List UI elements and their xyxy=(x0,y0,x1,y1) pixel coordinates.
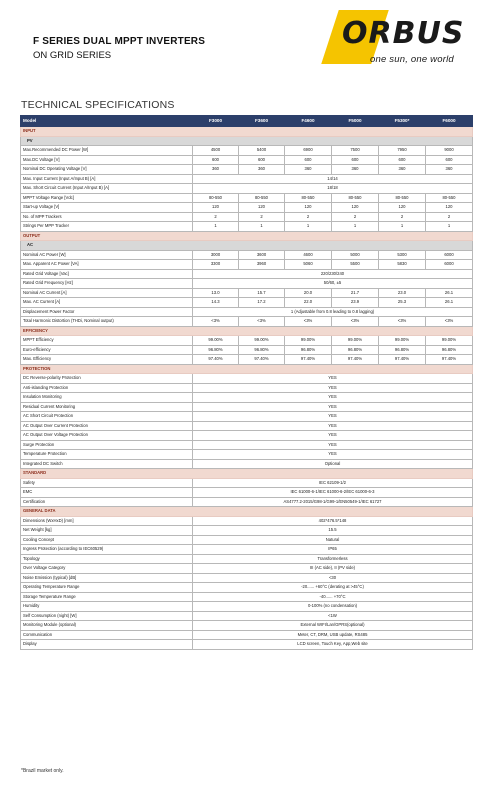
table-row xyxy=(21,212,473,222)
row-value: 360 xyxy=(379,165,426,175)
table-row xyxy=(21,516,473,526)
section-label: GENERAL DATA xyxy=(21,507,473,517)
row-label: Rated Grid Frequency [Hz] xyxy=(21,279,193,289)
row-label: Residual Current Monitoring xyxy=(21,402,193,412)
table-row xyxy=(21,602,473,612)
row-value: 96.80% xyxy=(426,345,473,355)
spec-table-body xyxy=(21,127,473,650)
row-value: 97.40% xyxy=(193,355,239,365)
row-value: 600 xyxy=(285,155,332,165)
table-header-row xyxy=(21,116,473,127)
table-row xyxy=(21,317,473,327)
row-value-all-models: External WIFI/Lan/GPRS(optional) xyxy=(193,621,473,631)
row-value-all-models: 1 (Adjustable from 0.8 leading to 0.8 lagging) xyxy=(193,307,473,317)
row-value-all-models: YES xyxy=(193,421,473,431)
row-label: Max.Recommended DC Power [W] xyxy=(21,146,193,156)
row-value-all-models: Transformerless xyxy=(193,554,473,564)
row-value-all-models: YES xyxy=(193,374,473,384)
row-value: 99.00% xyxy=(379,336,426,346)
row-value: <3% xyxy=(426,317,473,327)
table-row xyxy=(21,583,473,593)
series-subtitle: ON GRID SERIES xyxy=(33,50,112,61)
table-row xyxy=(21,336,473,346)
row-value: 360 xyxy=(332,165,379,175)
subsection-row xyxy=(21,241,473,251)
row-value: 96.80% xyxy=(379,345,426,355)
spec-table xyxy=(20,115,473,650)
row-value: 2 xyxy=(426,212,473,222)
row-value-all-models: YES xyxy=(193,431,473,441)
row-value: 23.9 xyxy=(332,298,379,308)
row-value-all-models: YES xyxy=(193,412,473,422)
row-value: 96.80% xyxy=(239,345,285,355)
row-value: 120 xyxy=(332,203,379,213)
section-row xyxy=(21,507,473,517)
table-row xyxy=(21,459,473,469)
row-label: Max. Apparent AC Power [VA] xyxy=(21,260,193,270)
row-label: Noise Emission (typical) [dB] xyxy=(21,573,193,583)
row-value: 120 xyxy=(426,203,473,213)
table-row xyxy=(21,203,473,213)
row-value-all-models: IEC 62109-1/2 xyxy=(193,478,473,488)
row-value: 120 xyxy=(193,203,239,213)
table-row xyxy=(21,421,473,431)
subsection-label: AC xyxy=(21,241,473,251)
row-value: 26.1 xyxy=(426,288,473,298)
subsection-row xyxy=(21,136,473,146)
row-label: Nominal AC Power [W] xyxy=(21,250,193,260)
row-value-all-models: IP65 xyxy=(193,545,473,555)
row-value: <3% xyxy=(239,317,285,327)
subsection-label: PV xyxy=(21,136,473,146)
table-row xyxy=(21,355,473,365)
row-value-all-models: YES xyxy=(193,402,473,412)
row-value: 15.7 xyxy=(239,288,285,298)
table-row xyxy=(21,526,473,536)
row-label: Insulation Monitoring xyxy=(21,393,193,403)
table-row xyxy=(21,298,473,308)
row-value-all-models: <30 xyxy=(193,573,473,583)
row-value: 20.0 xyxy=(285,288,332,298)
table-row xyxy=(21,573,473,583)
row-label: Max.DC Voltage [V] xyxy=(21,155,193,165)
row-value: 80-550 xyxy=(426,193,473,203)
row-value: 99.00% xyxy=(193,336,239,346)
row-value-all-models: III (AC side), II (PV side) xyxy=(193,564,473,574)
row-label: Temperature Protection xyxy=(21,450,193,460)
row-value-all-models: YES xyxy=(193,383,473,393)
table-row xyxy=(21,440,473,450)
table-row xyxy=(21,431,473,441)
row-label: MPPT Efficiency xyxy=(21,336,193,346)
row-label: Self Consumption (night) [W] xyxy=(21,611,193,621)
row-value: 96.80% xyxy=(332,345,379,355)
row-value-all-models: 220/230/240 xyxy=(193,269,473,279)
column-header: F5300* xyxy=(379,116,426,127)
table-row xyxy=(21,345,473,355)
row-value: 360 xyxy=(193,165,239,175)
row-value: 4500 xyxy=(193,146,239,156)
logo-tagline: one sun, one world xyxy=(370,54,454,65)
row-value: <3% xyxy=(193,317,239,327)
table-row xyxy=(21,497,473,507)
row-value: 80-550 xyxy=(379,193,426,203)
row-label: Monitoring Module (optional) xyxy=(21,621,193,631)
row-value-all-models: Natural xyxy=(193,535,473,545)
row-value: 5830 xyxy=(379,260,426,270)
row-label: Net Weight [kg] xyxy=(21,526,193,536)
row-value-all-models: Optional xyxy=(193,459,473,469)
row-value: <3% xyxy=(285,317,332,327)
row-value: <3% xyxy=(332,317,379,327)
row-value-all-models: 15.5 xyxy=(193,526,473,536)
row-value: 1 xyxy=(332,222,379,232)
row-value: 80-550 xyxy=(193,193,239,203)
table-row xyxy=(21,279,473,289)
section-label: INPUT xyxy=(21,127,473,137)
row-value: 600 xyxy=(332,155,379,165)
row-label: AC Output Over Voltage Protection xyxy=(21,431,193,441)
row-value: 97.40% xyxy=(426,355,473,365)
row-value-all-models: IEC 61000-6-1/IEC 61000-6-2/IEC 61000-6-3 xyxy=(193,488,473,498)
row-value: 360 xyxy=(239,165,285,175)
table-row xyxy=(21,250,473,260)
row-label: Anti-islanding Protection xyxy=(21,383,193,393)
row-label: Over Voltage Category xyxy=(21,564,193,574)
table-row xyxy=(21,165,473,175)
row-value-all-models: YES xyxy=(193,450,473,460)
section-row xyxy=(21,127,473,137)
section-label: STANDARD xyxy=(21,469,473,479)
row-value: 97.40% xyxy=(379,355,426,365)
row-value: 120 xyxy=(285,203,332,213)
row-value: 600 xyxy=(193,155,239,165)
section-row xyxy=(21,326,473,336)
row-value: 3600 xyxy=(239,250,285,260)
table-row xyxy=(21,288,473,298)
row-label: Max. AC Current [A] xyxy=(21,298,193,308)
row-label: MPPT Voltage Range [Vdc] xyxy=(21,193,193,203)
row-label: Operating Temperature Range xyxy=(21,583,193,593)
row-value-all-models: LCD screen, Touch Key, App,Web site xyxy=(193,640,473,650)
row-value-all-models: AS4777.2-2015/G98-1/G99-1/EN50549-1/IEC 61727 xyxy=(193,497,473,507)
row-label: Rated Grid Voltage [Vac] xyxy=(21,269,193,279)
section-label: OUTPUT xyxy=(21,231,473,241)
row-label: Safety xyxy=(21,478,193,488)
row-value: 26.1 xyxy=(426,298,473,308)
row-label: Nominal AC Current [A] xyxy=(21,288,193,298)
table-row xyxy=(21,592,473,602)
row-value: 99.00% xyxy=(426,336,473,346)
table-row xyxy=(21,402,473,412)
logo-wordmark: ORBUS xyxy=(342,16,465,51)
row-label: Surge Protection xyxy=(21,440,193,450)
row-value: 97.40% xyxy=(332,355,379,365)
table-row xyxy=(21,554,473,564)
row-label: Euro-efficiency xyxy=(21,345,193,355)
row-label: Storage Temperature Range xyxy=(21,592,193,602)
column-header: F4600 xyxy=(285,116,332,127)
row-value: 5300 xyxy=(379,250,426,260)
row-value: 600 xyxy=(239,155,285,165)
table-row xyxy=(21,640,473,650)
row-value-all-models: -20...... +60°C (derating at >45°C) xyxy=(193,583,473,593)
column-header: F5000 xyxy=(332,116,379,127)
row-label: Topology xyxy=(21,554,193,564)
table-row xyxy=(21,374,473,384)
row-value-all-models: YES xyxy=(193,393,473,403)
table-row xyxy=(21,630,473,640)
table-row xyxy=(21,478,473,488)
row-value: 9000 xyxy=(426,146,473,156)
row-value: 600 xyxy=(379,155,426,165)
row-value-all-models: 18/18 xyxy=(193,184,473,194)
table-row xyxy=(21,564,473,574)
row-value: 25.3 xyxy=(379,298,426,308)
row-value: 80-550 xyxy=(332,193,379,203)
row-label: AC Short Circuit Protection xyxy=(21,412,193,422)
footnote: *Brazil market only. xyxy=(21,768,64,774)
row-value: 600 xyxy=(426,155,473,165)
row-value: 22.0 xyxy=(285,298,332,308)
row-value: 14.3 xyxy=(193,298,239,308)
row-label: Display xyxy=(21,640,193,650)
column-header: F6000 xyxy=(426,116,473,127)
row-value: 360 xyxy=(285,165,332,175)
page-header xyxy=(0,0,492,90)
row-value: 2 xyxy=(332,212,379,222)
row-label: Ingress Protection (according to IEC60529) xyxy=(21,545,193,555)
row-label: DC Reverse-polarity Protection xyxy=(21,374,193,384)
row-label: Max. Input Current (Input A/Input B) [A] xyxy=(21,174,193,184)
table-row xyxy=(21,383,473,393)
row-value: 80-550 xyxy=(239,193,285,203)
row-value: 96.80% xyxy=(193,345,239,355)
orbus-logo xyxy=(320,10,482,70)
row-value: 21.7 xyxy=(332,288,379,298)
row-label: EMC xyxy=(21,488,193,498)
row-value: 99.00% xyxy=(285,336,332,346)
section-row xyxy=(21,231,473,241)
row-value: 17.2 xyxy=(239,298,285,308)
row-value: 3300 xyxy=(193,260,239,270)
row-value: 7950 xyxy=(379,146,426,156)
row-value: 1 xyxy=(285,222,332,232)
row-value: 13.0 xyxy=(193,288,239,298)
row-value: 2 xyxy=(193,212,239,222)
row-label: Max. Efficiency xyxy=(21,355,193,365)
row-value-all-models: <1W xyxy=(193,611,473,621)
row-label: Humidity xyxy=(21,602,193,612)
row-label: Strings Per MPP Tracker xyxy=(21,222,193,232)
row-value: 5060 xyxy=(285,260,332,270)
row-value: 7500 xyxy=(332,146,379,156)
table-row xyxy=(21,488,473,498)
column-header: Model xyxy=(21,116,193,127)
row-label: Cooling Concept xyxy=(21,535,193,545)
row-value: 1 xyxy=(426,222,473,232)
series-title: F SERIES DUAL MPPT INVERTERS xyxy=(33,36,206,47)
row-value: 1 xyxy=(379,222,426,232)
row-label: Start-up Voltage [V] xyxy=(21,203,193,213)
table-row xyxy=(21,193,473,203)
row-value: 2 xyxy=(285,212,332,222)
row-value-all-models: 0-100% (no condensation) xyxy=(193,602,473,612)
table-row xyxy=(21,393,473,403)
table-row xyxy=(21,611,473,621)
row-value: 97.40% xyxy=(239,355,285,365)
table-row xyxy=(21,307,473,317)
row-value: 360 xyxy=(426,165,473,175)
table-row xyxy=(21,269,473,279)
row-value: 5000 xyxy=(332,250,379,260)
row-value: 120 xyxy=(239,203,285,213)
row-value: 23.0 xyxy=(379,288,426,298)
table-row xyxy=(21,184,473,194)
row-label: Nominal DC Operating Voltage [V] xyxy=(21,165,193,175)
row-value: 3960 xyxy=(239,260,285,270)
row-value-all-models: Meter, CT, DRM, USB update, RS485 xyxy=(193,630,473,640)
specifications-heading: TECHNICAL SPECIFICATIONS xyxy=(21,99,175,111)
table-row xyxy=(21,545,473,555)
row-label: Dimensions (WxHxD) [mm] xyxy=(21,516,193,526)
section-label: EFFICIENCY xyxy=(21,326,473,336)
row-label: No. of MPP Trackers xyxy=(21,212,193,222)
row-value: <3% xyxy=(379,317,426,327)
row-value: 5400 xyxy=(239,146,285,156)
table-row xyxy=(21,621,473,631)
table-row xyxy=(21,535,473,545)
row-label: Certification xyxy=(21,497,193,507)
row-value-all-models: 402*476.5*148 xyxy=(193,516,473,526)
row-label: Integrated DC Switch xyxy=(21,459,193,469)
table-row xyxy=(21,260,473,270)
row-value: 1 xyxy=(239,222,285,232)
row-value: 96.80% xyxy=(285,345,332,355)
section-label: PROTECTION xyxy=(21,364,473,374)
row-value: 6900 xyxy=(285,146,332,156)
row-label: Displacement Power Factor xyxy=(21,307,193,317)
row-label: Total Harmonic Distortion (THDi, Nominal output) xyxy=(21,317,193,327)
section-row xyxy=(21,364,473,374)
row-value: 4600 xyxy=(285,250,332,260)
row-value: 5500 xyxy=(332,260,379,270)
column-header: F3600 xyxy=(239,116,285,127)
row-value: 1 xyxy=(193,222,239,232)
section-row xyxy=(21,469,473,479)
row-label: Communication xyxy=(21,630,193,640)
row-value: 120 xyxy=(379,203,426,213)
row-value: 3000 xyxy=(193,250,239,260)
row-value: 80-550 xyxy=(285,193,332,203)
row-value: 2 xyxy=(239,212,285,222)
table-row xyxy=(21,450,473,460)
row-value: 99.00% xyxy=(332,336,379,346)
column-header: F3000 xyxy=(193,116,239,127)
table-row xyxy=(21,222,473,232)
table-row xyxy=(21,412,473,422)
row-value: 99.00% xyxy=(239,336,285,346)
row-value-all-models: 14/14 xyxy=(193,174,473,184)
row-label: AC Output Over Current Protection xyxy=(21,421,193,431)
table-row xyxy=(21,146,473,156)
table-row xyxy=(21,155,473,165)
row-value-all-models: YES xyxy=(193,440,473,450)
row-value: 2 xyxy=(379,212,426,222)
row-label: Max. Short Circuit Current (Input A/Input B) [A] xyxy=(21,184,193,194)
row-value: 6000 xyxy=(426,260,473,270)
row-value-all-models: -40...... +70°C xyxy=(193,592,473,602)
row-value-all-models: 50/60, ±5 xyxy=(193,279,473,289)
row-value: 6000 xyxy=(426,250,473,260)
table-row xyxy=(21,174,473,184)
row-value: 97.40% xyxy=(285,355,332,365)
